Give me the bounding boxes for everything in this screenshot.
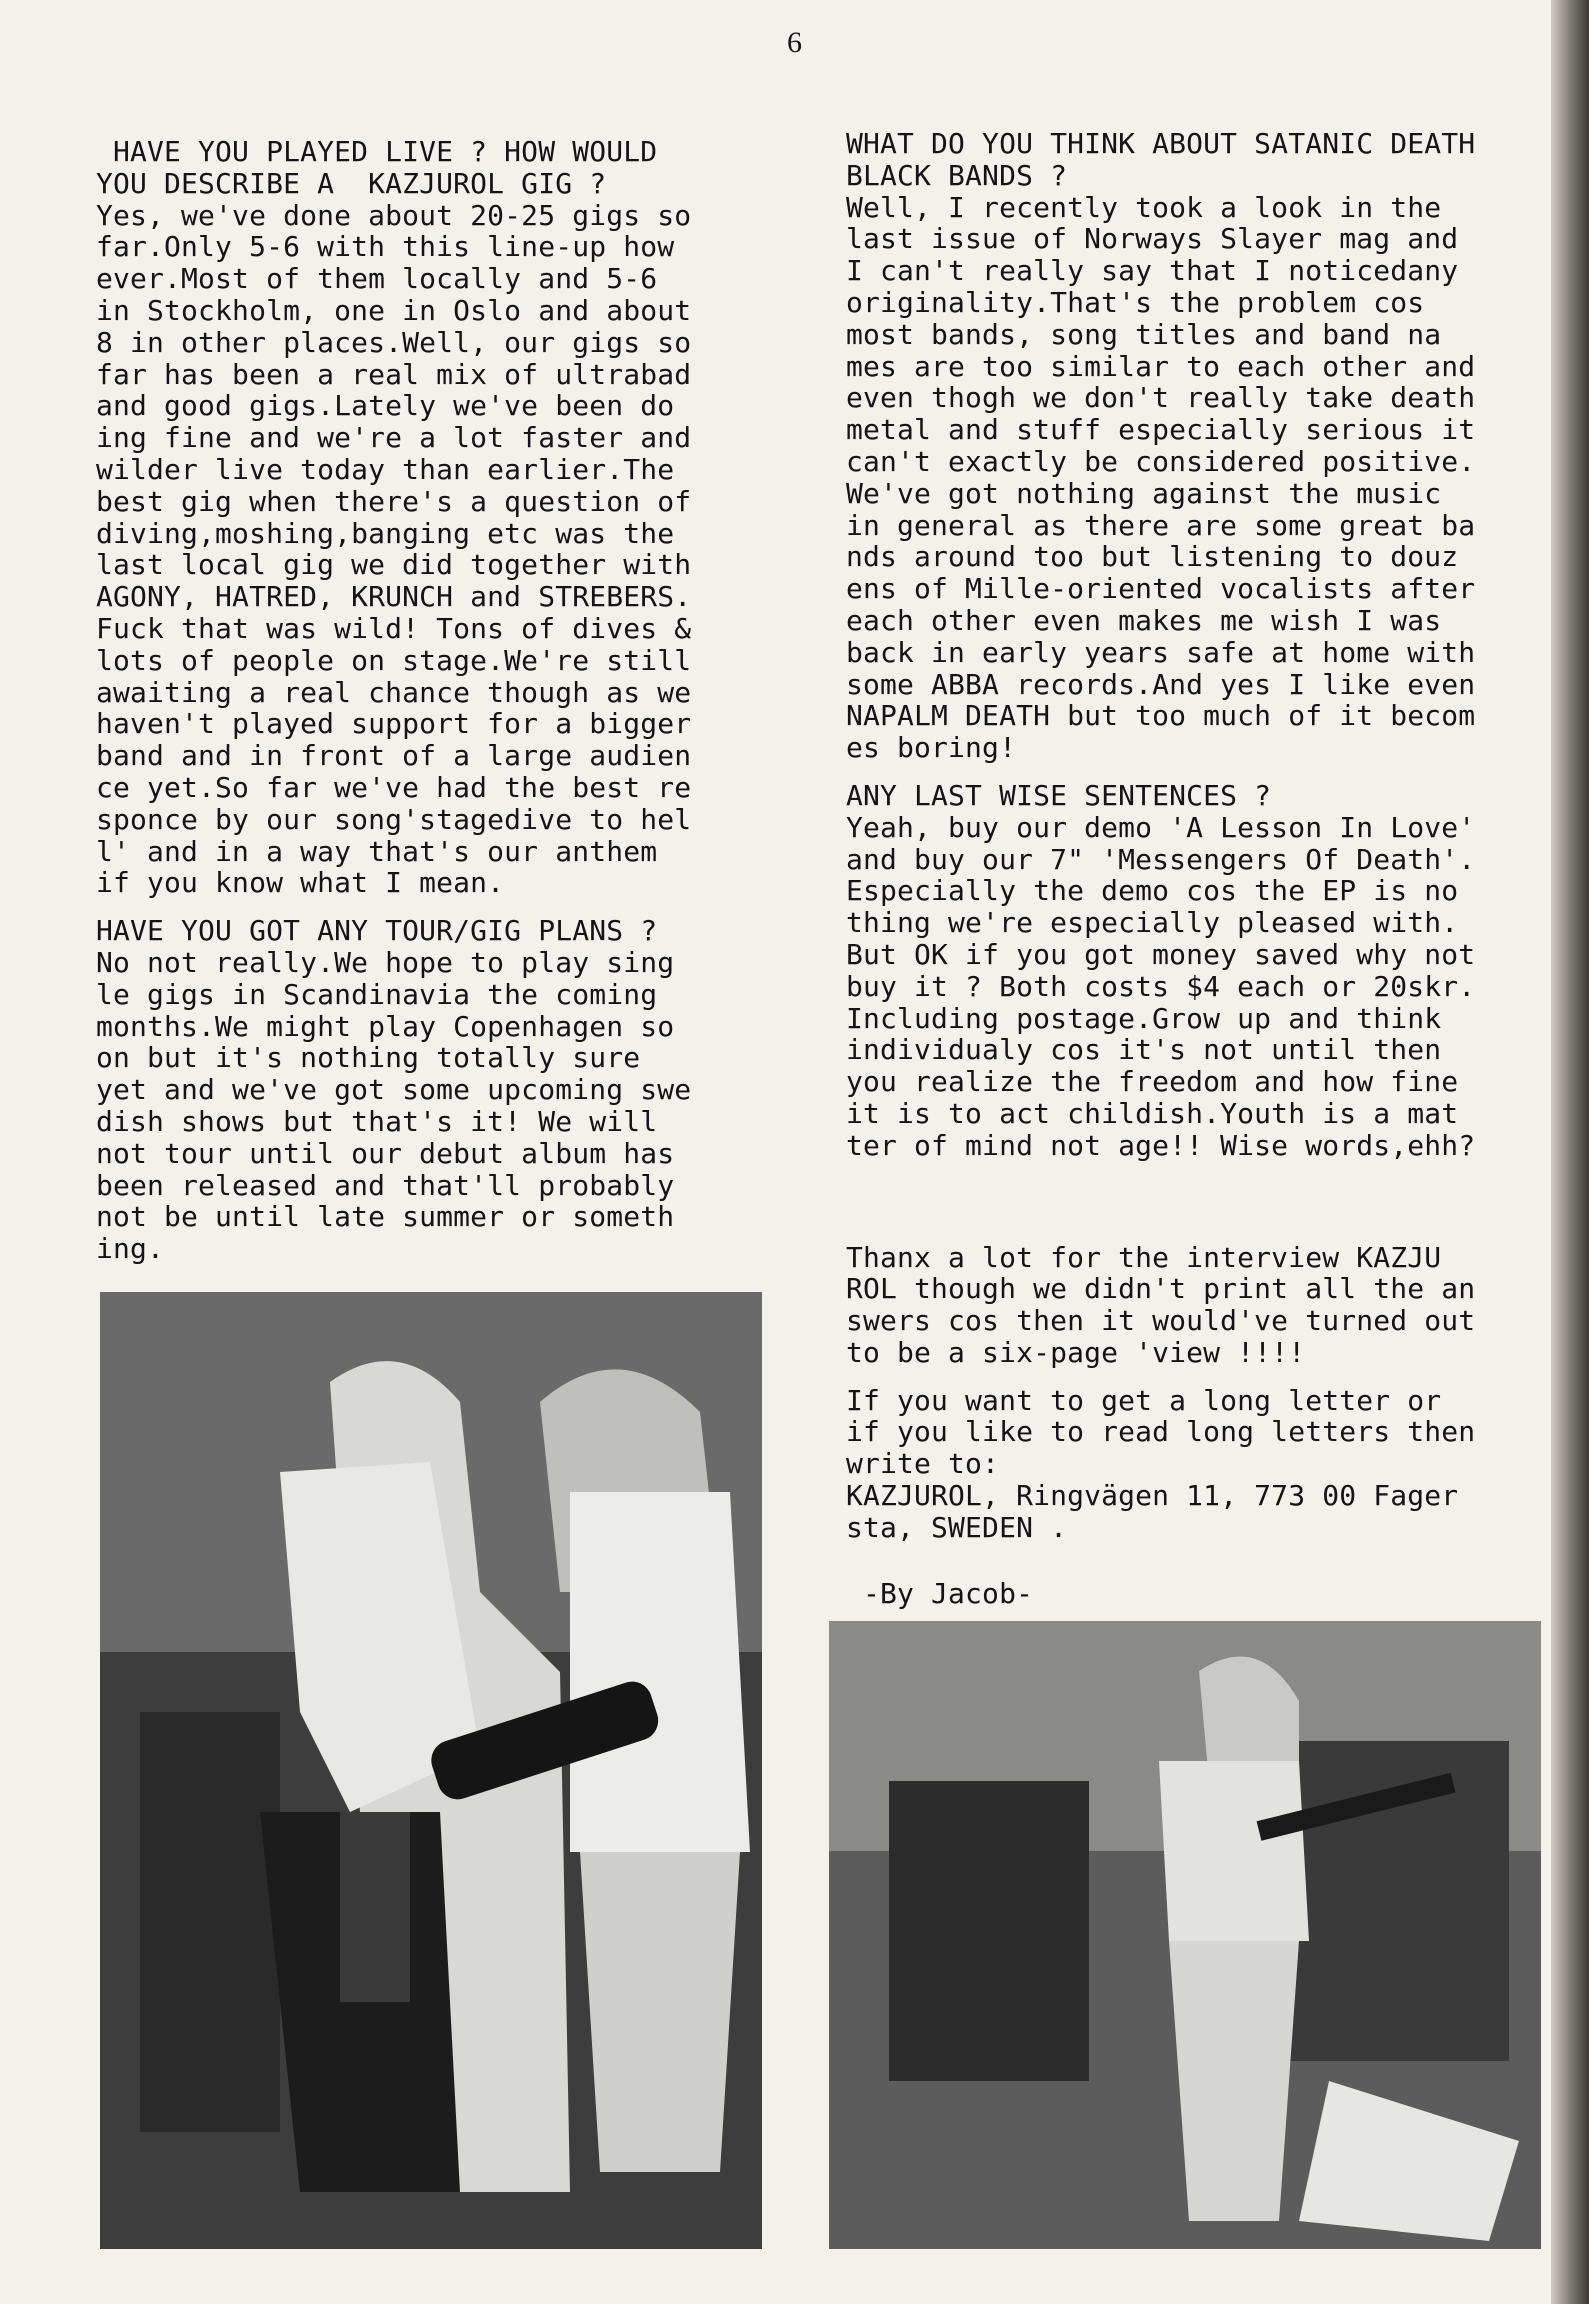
left-column-line: band and in front of a large audien <box>96 739 692 773</box>
right-column-line: BLACK BANDS ? <box>846 158 1068 192</box>
right-column-line: most bands, song titles and band na <box>846 317 1442 351</box>
left-column-line: YOU DESCRIBE A KAZJUROL GIG ? <box>96 166 607 200</box>
left-column-line: ce yet.So far we've had the best re <box>96 770 692 804</box>
closing-line: write to: <box>846 1447 1000 1481</box>
left-column-line: AGONY, HATRED, KRUNCH and STREBERS. <box>96 580 692 614</box>
right-column-line: Well, I recently took a look in the <box>846 190 1442 224</box>
left-column-line: in Stockholm, one in Oslo and about <box>96 293 692 327</box>
right-column-line: But OK if you got money saved why not <box>846 937 1476 971</box>
right-column-line: you realize the freedom and how fine <box>846 1065 1459 1099</box>
right-column-line: ANY LAST WISE SENTENCES ? <box>846 778 1272 812</box>
left-column-line: months.We might play Copenhagen so <box>96 1009 675 1043</box>
left-column-line: No not really.We hope to play sing <box>96 945 675 979</box>
right-column-line: mes are too similar to each other and <box>846 349 1476 383</box>
left-column-line: dish shows but that's it! We will <box>96 1104 658 1138</box>
left-column-line: wilder live today than earlier.The <box>96 452 675 486</box>
right-column-line: back in early years safe at home with <box>846 635 1476 669</box>
right-column-line: NAPALM DEATH but too much of it becom <box>846 699 1476 733</box>
left-column-line: le gigs in Scandinavia the coming <box>96 977 658 1011</box>
closing-line: ROL though we didn't print all the an <box>846 1272 1476 1306</box>
closing-line: KAZJUROL, Ringvägen 11, 773 00 Fager <box>846 1479 1459 1513</box>
right-column-line: in general as there are some great ba <box>846 508 1476 542</box>
right-column-line: some ABBA records.And yes I like even <box>846 667 1476 701</box>
right-column-line: Including postage.Grow up and think <box>846 1001 1442 1035</box>
paragraph-gap <box>846 764 1551 780</box>
right-column-line: ter of mind not age!! Wise words,ehh? <box>846 1128 1476 1162</box>
right-column-line: last issue of Norways Slayer mag and <box>846 222 1459 256</box>
right-column-line: es boring! <box>846 731 1017 765</box>
left-column-line: not be until late summer or someth <box>96 1200 675 1234</box>
right-column-line: metal and stuff especially serious it <box>846 413 1476 447</box>
closing-line: swers cos then it would've turned out <box>846 1304 1476 1338</box>
left-column-line: HAVE YOU PLAYED LIVE ? HOW WOULD <box>96 135 658 168</box>
left-column-line: 8 in other places.Well, our gigs so <box>96 325 692 359</box>
left-column-line: Fuck that was wild! Tons of dives & <box>96 611 692 645</box>
closing-line: Thanx a lot for the interview KAZJU <box>846 1240 1442 1274</box>
right-column-line: originality.That's the problem cos <box>846 285 1425 319</box>
left-column-line: on but it's nothing totally sure <box>96 1041 641 1075</box>
left-column-line: yet and we've got some upcoming swe <box>96 1073 692 1107</box>
right-column-line: each other even makes me wish I was <box>846 603 1442 637</box>
left-column-line: far has been a real mix of ultrabad <box>96 357 692 391</box>
left-column-line: not tour until our debut album has <box>96 1136 675 1170</box>
right-column-line: thing we're especially pleased with. <box>846 906 1459 940</box>
right-column-line: individualy cos it's not until then <box>846 1033 1442 1067</box>
left-column-line: Yes, we've done about 20-25 gigs so <box>96 198 692 232</box>
right-column-line: We've got nothing against the music <box>846 476 1442 510</box>
left-column-line: lots of people on stage.We're still <box>96 643 692 677</box>
binding-edge <box>1551 0 1589 2304</box>
left-column-line: haven't played support for a bigger <box>96 707 692 741</box>
closing-line: If you want to get a long letter or <box>846 1383 1442 1417</box>
paragraph-gap <box>96 899 766 915</box>
left-column-line: best gig when there's a question of <box>96 484 692 518</box>
right-column-line: ens of Mille-oriented vocalists after <box>846 572 1476 606</box>
left-column-line: awaiting a real chance though as we <box>96 675 692 709</box>
left-column-line: ing fine and we're a lot faster and <box>96 421 692 455</box>
paragraph-gap <box>846 1369 1551 1385</box>
left-column-line: if you know what I mean. <box>96 866 505 900</box>
left-column-line: HAVE YOU GOT ANY TOUR/GIG PLANS ? <box>96 914 658 948</box>
right-column-text <box>846 128 1551 1609</box>
live-photo-bassist <box>829 1621 1541 2249</box>
right-column-line: it is to act childish.Youth is a mat <box>846 1096 1459 1130</box>
left-column-line: last local gig we did together with <box>96 548 692 582</box>
right-column-line: nds around too but listening to douz <box>846 540 1459 574</box>
right-column-closing <box>846 1242 1551 1544</box>
live-photo-guitarists <box>100 1292 762 2249</box>
left-column-text <box>96 136 766 1265</box>
left-column-line: ing. <box>96 1232 165 1266</box>
right-column-line: even thogh we don't really take death <box>846 381 1476 415</box>
left-column-line: and good gigs.Lately we've been do <box>96 389 675 423</box>
page-number: 6 <box>787 26 802 59</box>
left-column-line: ever.Most of them locally and 5-6 <box>96 262 658 296</box>
right-column-questions <box>846 128 1551 1162</box>
right-column-line: buy it ? Both costs $4 each or 20skr. <box>846 969 1476 1003</box>
left-column-line: been released and that'll probably <box>96 1168 675 1202</box>
left-column-line: diving,moshing,banging etc was the <box>96 516 675 550</box>
right-column-line: can't exactly be considered positive. <box>846 444 1476 478</box>
closing-line: if you like to read long letters then <box>846 1415 1476 1449</box>
right-column-line: Yeah, buy our demo 'A Lesson In Love' <box>846 810 1476 844</box>
closing-line: sta, SWEDEN . <box>846 1510 1068 1544</box>
left-column-line: sponce by our song'stagedive to hel <box>96 802 692 836</box>
left-column-line: l' and in a way that's our anthem <box>96 834 658 868</box>
left-column-line: far.Only 5-6 with this line-up how <box>96 230 675 264</box>
right-column-line: Especially the demo cos the EP is no <box>846 874 1459 908</box>
right-column-line: I can't really say that I noticedany <box>846 254 1459 288</box>
closing-line: to be a six-page 'view !!!! <box>846 1335 1306 1369</box>
byline: -By Jacob- <box>846 1576 1034 1610</box>
right-column-line: and buy our 7" 'Messengers Of Death'. <box>846 842 1476 876</box>
right-column-line: WHAT DO YOU THINK ABOUT SATANIC DEATH <box>846 127 1476 160</box>
